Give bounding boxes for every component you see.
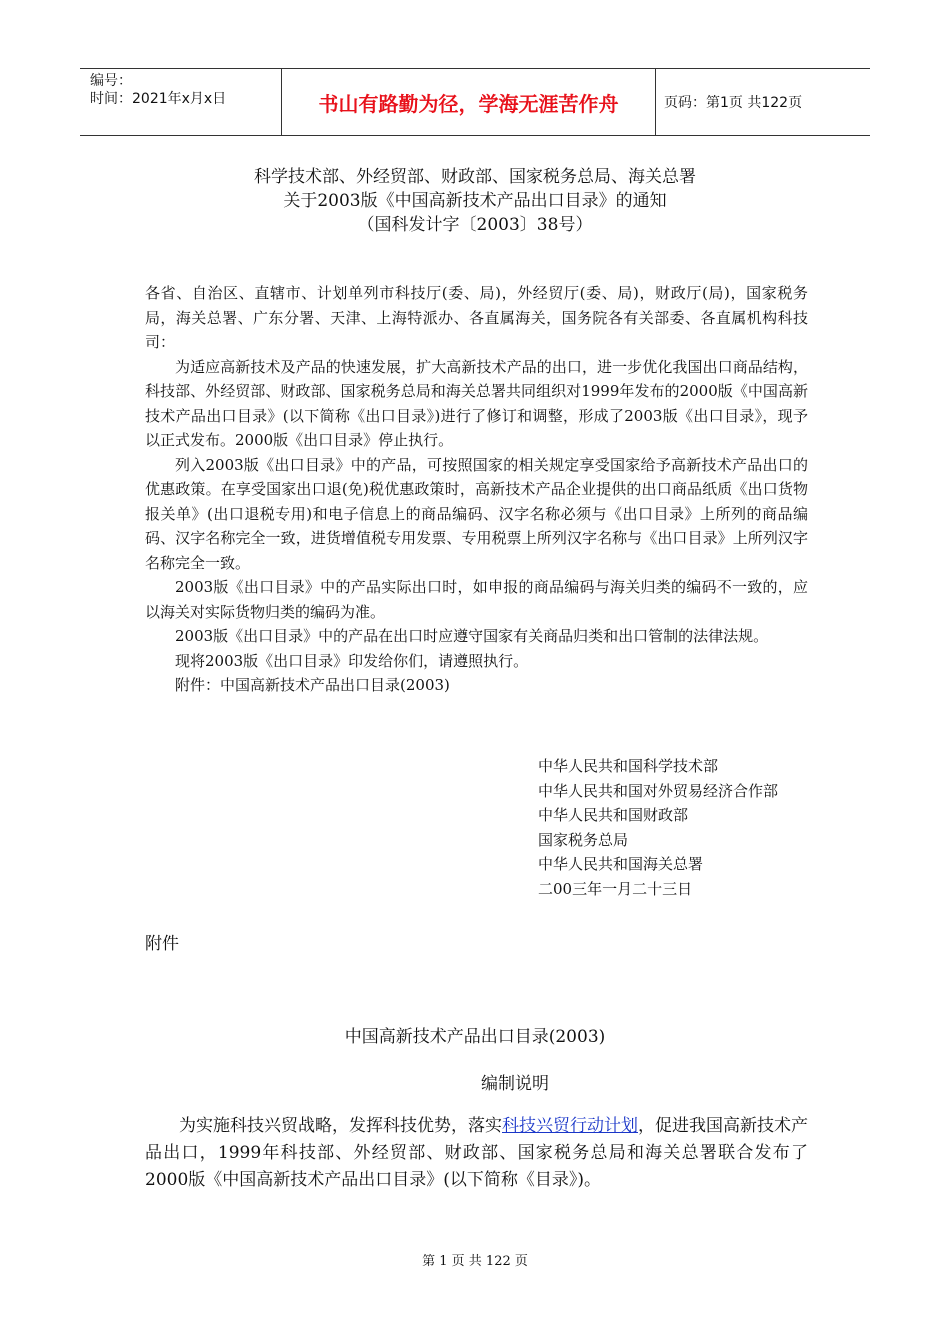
notice-title-line-2: 关于2003版《中国高新技术产品出口目录》的通知 [283, 191, 667, 211]
signatory-sat: 国家税务总局 [538, 830, 629, 849]
page-footer: 第 1 页 共 122 页 [422, 1254, 528, 1269]
body-paragraph-3: 2003版《出口目录》中的产品实际出口时，如申报的商品编码与海关归类的编码不一致的，应以海关对实际货物归类的编码为准。 [145, 578, 808, 621]
addressee: 各省、自治区、直辖市、计划单列市科技厅(委、局)，外经贸厅(委、局)，财政厅(局)，国家税务局，海关总署、广东分署、天津、上海特派办、各直属海关，国务院各有关部委、各直属机构科技司： [145, 284, 808, 351]
action-plan-link[interactable]: 科技兴贸行动计划 [502, 1116, 638, 1136]
notice-body [145, 281, 808, 698]
signatory-most: 中华人民共和国科学技术部 [538, 757, 719, 775]
attachment-reference: 附件：中国高新技术产品出口目录(2003) [175, 676, 450, 694]
attachment-title: 中国高新技术产品出口目录(2003) [344, 1027, 606, 1047]
signature-date: 二00三年一月二十三日 [538, 879, 693, 898]
attachment-label: 附件 [145, 934, 179, 954]
motto: 书山有路勤为径，学海无涯苦作舟 [282, 69, 656, 135]
signatory-mof: 中华人民共和国财政部 [538, 806, 689, 824]
body-paragraph-5: 现将2003版《出口目录》印发给你们，请遵照执行。 [175, 651, 529, 670]
signature-block [538, 754, 778, 901]
header-table [80, 68, 870, 136]
attachment-intro [145, 1113, 808, 1194]
notice-title-line-3: （国科发计字〔2003〕38号） [357, 215, 593, 235]
date-label: 时间：2021年x月x日 [90, 91, 227, 107]
notice-title-line-1: 科学技术部、外经贸部、财政部、国家税务总局、海关总署 [254, 167, 696, 187]
signatory-customs: 中华人民共和国海关总署 [538, 855, 704, 873]
body-paragraph-1: 为适应高新技术及产品的快速发展，扩大高新技术产品的出口，进一步优化我国出口商品结构，科技部、外经贸部、财政部、国家税务总局和海关总署共同组织对1999年发布的2000版《中国高新技术产品出口目录》(以下简称《出口目录》)进行了修订和调整，形成了2003版《出口目录》，现予以正式发布。2000版《出口目录》停止执行。 [145, 357, 808, 449]
signatory-moftec: 中华人民共和国对外贸易经济合作部 [538, 781, 779, 800]
body-paragraph-2: 列入2003版《出口目录》中的产品，可按照国家的相关规定享受国家给予高新技术产品出口的优惠政策。在享受国家出口退(免)税优惠政策时，高新技术产品企业提供的出口商品纸质《出口货物报关单》(出口退税专用)和电子信息上的商品编码、汉字名称必须与《出口目录》上所列的商品编码、汉字名称完全一致，进货增值税专用发票、专用税票上所列汉字名称与《出口目录》上所列汉字名称完全一致。 [145, 455, 808, 572]
body-paragraph-4: 2003版《出口目录》中的产品在出口时应遵守国家有关商品归类和出口管制的法律法规。 [175, 627, 769, 645]
header-meta-cell [80, 69, 282, 135]
intro-text-start: 为实施科技兴贸战略，发挥科技优势，落实 [179, 1116, 502, 1136]
page-info: 页码：第1页 共122页 [664, 95, 803, 111]
attachment-subtitle: 编制说明 [481, 1074, 549, 1094]
intro-text-end: ，促进我国高新技术产品出口，1999年科技部、外经贸部、财政部、国家税务总局和海关总署联合发布了2000版《中国高新技术产品出口目录》(以下简称《目录》)。 [145, 1116, 808, 1190]
serial-number-label: 编号： [90, 73, 132, 89]
